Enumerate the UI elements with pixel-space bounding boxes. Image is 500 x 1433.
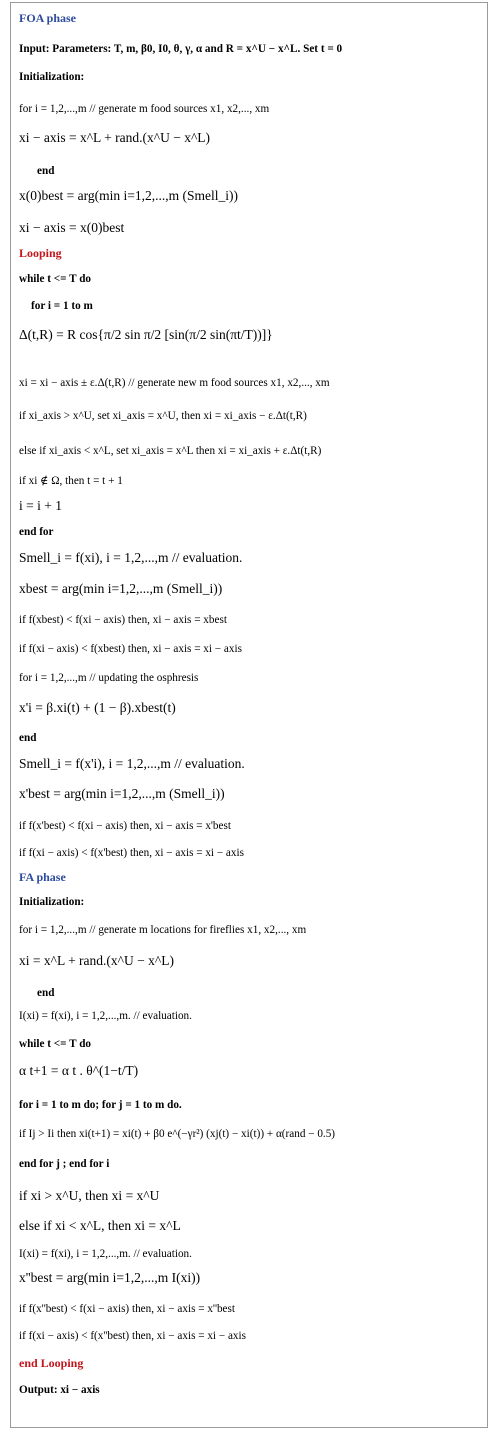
for-generate-fireflies: for i = 1,2,...,m // generate m locations for fireflies x1, x2,..., xm <box>19 924 307 936</box>
while-t-le-T-1: while t <= T do <box>19 273 92 285</box>
while-t-le-T-2: while t <= T do <box>19 1038 92 1050</box>
heading-foa-phase: FOA phase <box>19 11 77 25</box>
I-evaluation-2: I(xi) = f(xi), i = 1,2,...,m. // evaluation. <box>19 1248 192 1260</box>
i-increment: i = i + 1 <box>19 498 62 513</box>
init-label-foa: Initialization: <box>19 71 85 83</box>
eq-xbest-arg: xbest = arg(min i=1,2,...,m (Smell_i)) <box>19 581 223 596</box>
I-evaluation-1: I(xi) = f(xi), i = 1,2,...,m. // evaluation. <box>19 1010 192 1022</box>
end-2: end <box>19 732 37 744</box>
eq-delta: Δ(t,R) = R cos{π/2 sin π/2 [sin(π/2 sin(πt/T))]} <box>19 327 273 342</box>
for-i-1-to-m: for i = 1 to m <box>31 300 93 312</box>
end-for: end for <box>19 526 54 538</box>
eq-xi-update: xi = xi − axis ± ε.Δ(t,R) // generate new m food sources x1, x2,..., xm <box>19 377 330 389</box>
init-label-fa: Initialization: <box>19 896 85 908</box>
eq-xi-axis-xbest0: xi − axis = x(0)best <box>19 220 125 235</box>
if-upper-bound: if xi_axis > x^U, set xi_axis = x^U, then xi = xi_axis − ε.Δt(t,R) <box>19 410 307 422</box>
eq-xbest0-arg: x(0)best = arg(min i=1,2,...,m (Smell_i)) <box>19 188 238 203</box>
if-fxbest-1: if f(xbest) < f(xi − axis) then, xi − axis = xbest <box>19 614 227 626</box>
end-1: end <box>37 165 55 177</box>
eq-xprime-best: x'best = arg(min i=1,2,...,m (Smell_i)) <box>19 786 225 801</box>
end-for-j-i: end for j ; end for i <box>19 1158 110 1170</box>
if-Ij-gt-Ii: if Ij > Ii then xi(t+1) = xi(t) + β0 e^(−γr²) (xj(t) − xi(t)) + α(rand − 0.5) <box>19 1128 336 1140</box>
heading-fa-phase: FA phase <box>19 870 66 884</box>
eq-xi-axis-rand: xi − axis = x^L + rand.(x^U − x^L) <box>19 130 211 145</box>
if-xi-upper: if xi > x^U, then xi = x^U <box>19 1188 160 1203</box>
smell-evaluation-1: Smell_i = f(xi), i = 1,2,...,m // evaluation. <box>19 550 243 565</box>
looping-label: Looping <box>19 246 62 260</box>
for-updating-osphresis: for i = 1,2,...,m // updating the osphresis <box>19 672 199 684</box>
for-generate-food-sources: for i = 1,2,...,m // generate m food sources x1, x2,..., xm <box>19 103 270 115</box>
if-fxi-1: if f(xi − axis) < f(xbest) then, xi − axis = xi − axis <box>19 643 242 655</box>
if-fxi-3: if f(xi − axis) < f(x''best) then, xi − axis = xi − axis <box>19 1330 246 1342</box>
if-fxi-2: if f(xi − axis) < f(x'best) then, xi − axis = xi − axis <box>19 847 244 859</box>
eq-xi-rand: xi = x^L + rand.(x^U − x^L) <box>19 953 174 968</box>
elseif-xi-lower: else if xi < x^L, then xi = x^L <box>19 1218 181 1233</box>
end-looping-label: end Looping <box>19 1356 84 1370</box>
if-fxprime-best-1: if f(x'best) < f(xi − axis) then, xi − axis = x'best <box>19 820 231 832</box>
for-i-j-loop: for i = 1 to m do; for j = 1 to m do. <box>19 1099 182 1111</box>
smell-evaluation-2: Smell_i = f(x'i), i = 1,2,...,m // evaluation. <box>19 756 245 771</box>
elseif-lower-bound: else if xi_axis < x^L, set xi_axis = x^L then xi = xi_axis + ε.Δt(t,R) <box>19 445 322 457</box>
eq-xdd-best: x''best = arg(min i=1,2,...,m I(xi)) <box>19 1270 201 1285</box>
eq-xi-prime: x'i = β.xi(t) + (1 − β).xbest(t) <box>19 700 176 715</box>
if-omega: if xi ∉ Ω, then t = t + 1 <box>19 475 123 487</box>
end-3: end <box>37 987 55 999</box>
eq-alpha-update: α t+1 = α t . θ^(1−t/T) <box>19 1063 139 1078</box>
if-fxdd-best-1: if f(x''best) < f(xi − axis) then, xi − axis = x''best <box>19 1303 235 1315</box>
output-line: Output: xi − axis <box>19 1384 100 1396</box>
input-line: Input: Parameters: T, m, β0, I0, θ, γ, α and R = x^U − x^L. Set t = 0 <box>19 43 343 55</box>
algorithm-box <box>10 2 488 1428</box>
